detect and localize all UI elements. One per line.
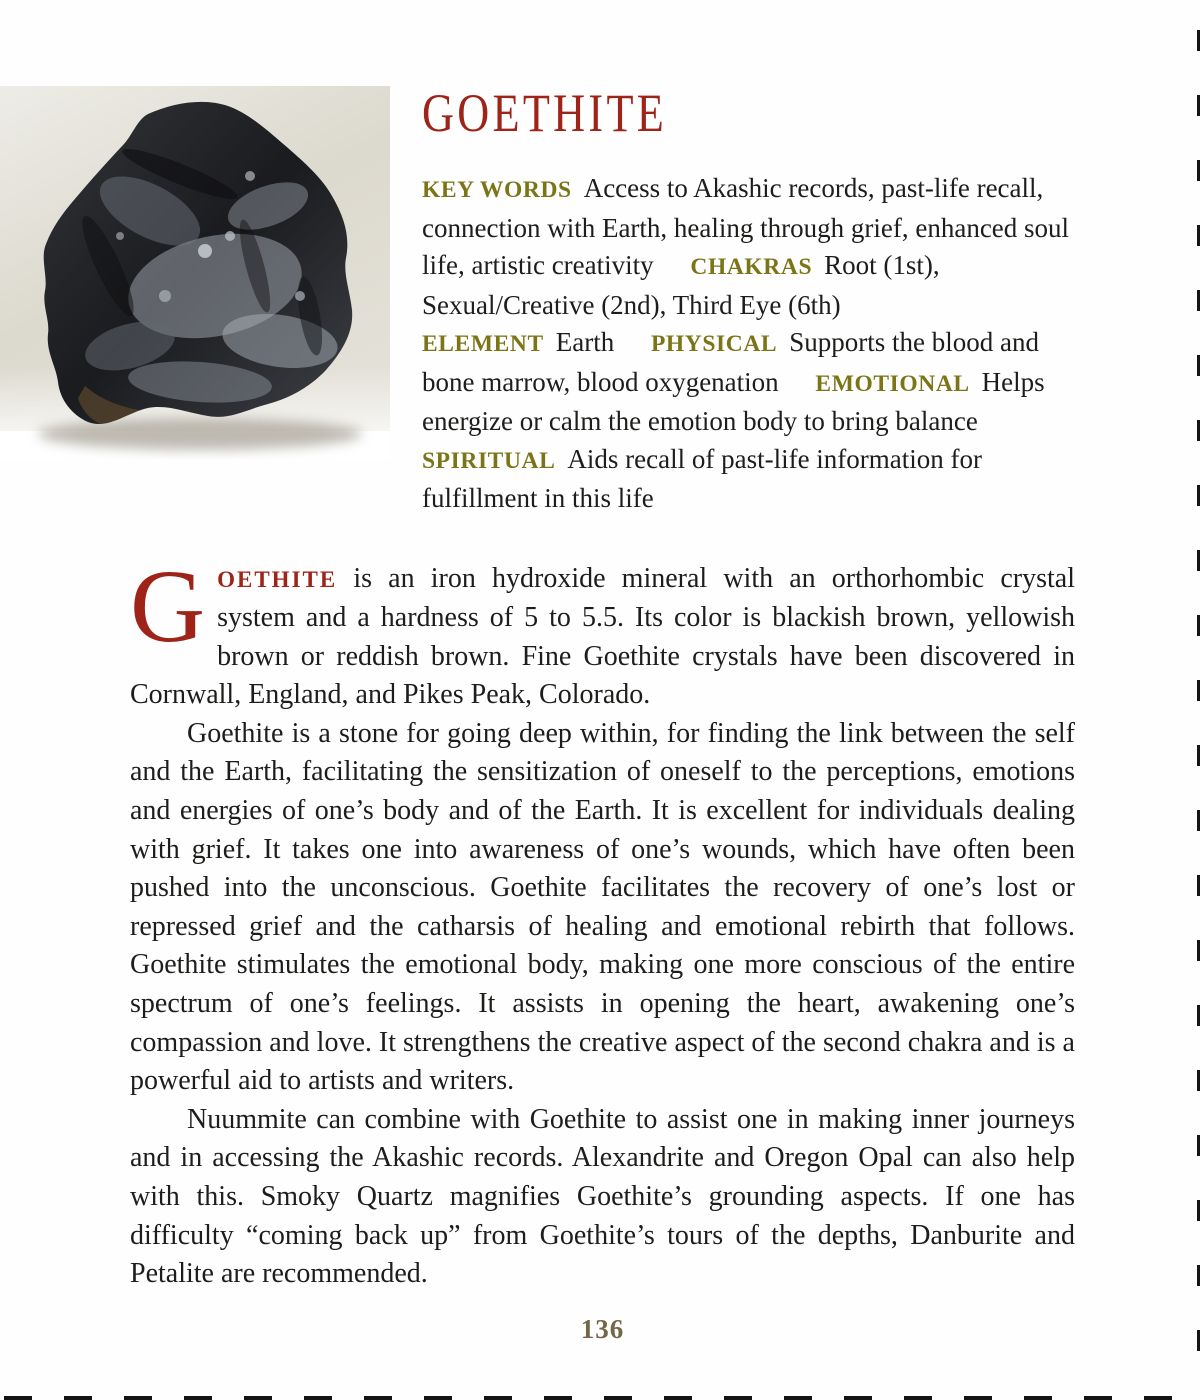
- keyword-label-element: ELEMENT: [422, 331, 544, 357]
- article-section: [130, 548, 1075, 1294]
- page-edge-marks-bottom: [4, 1396, 1196, 1400]
- page-footer: [130, 1314, 1075, 1345]
- keyword-label-spiritual: SPIRITUAL: [422, 447, 556, 474]
- keyword-label-emotional: EMOTIONAL: [815, 370, 970, 397]
- keyword-label-chakras: CHAKRAS: [690, 254, 813, 280]
- page-number: 136: [580, 1313, 625, 1344]
- dropcap-letter: G: [130, 548, 206, 664]
- goethite-specimen-illustration: [0, 86, 390, 459]
- paragraph-1-text: is an iron hydroxide mineral with an orthorhombic crystal system and a hardness of 5 to 5.5. Its color is blackish brown, yellowish brown or reddish brown. Fine Goethite crystals have been discovered in Cornwall, England, and Pikes Peak, Colorado.: [130, 562, 1075, 711]
- keyword-text-key-words: Access to Akashic records, past-life recall, connection with Earth, healing through grief, enhanced soul life, artistic creativity: [422, 173, 1070, 280]
- paragraph-3: Nuummite can combine with Goethite to assist one in making inner journeys and in accessing the Akashic records. Alexandrite and Oregon Opal can also help with this. Smoky Quartz magnifies Goethite’s grounding aspects. If one has difficulty “coming back up” from Goethite’s tours of the depths, Danburite and Petalite are recommended.: [130, 1103, 1075, 1290]
- keyword-label-key-words: KEY WORDS: [422, 177, 572, 203]
- keyword-label-physical: PHYSICAL: [650, 331, 778, 357]
- page-title-text: GOETHITE: [422, 83, 668, 143]
- keyword-text-emotional: Helps energize or calm the emotion body to bring balance: [422, 366, 1045, 436]
- keyword-text-element: Earth: [555, 327, 615, 357]
- goethite-specimen-photo: [0, 86, 390, 459]
- paragraph-1: [130, 548, 1075, 715]
- keyword-text-spiritual: Aids recall of past-life information for fulfillment in this life: [422, 443, 983, 513]
- keyword-text-physical: Supports the blood and bone marrow, blood oxygenation: [422, 327, 1039, 397]
- paragraph-2: Goethite is a stone for going deep within, for finding the link between the self and the Earth, facilitating the sensitization of oneself to the perceptions, emotions and energies of one’s body and of the Earth. It is excellent for individuals dealing with grief. It takes one into awareness of one’s wounds, which have often been pushed into the unconscious. Goethite facilitates the recovery of one’s lost or repressed grief and the catharsis of healing and emotional rebirth that follows. Goethite stimulates the emotional body, making one more conscious of the entire spectrum of one’s feelings. It assists in opening the heart, awakening one’s compassion and love. It strengthens the creative aspect of the second chakra and is a powerful aid to artists and writers.: [130, 717, 1075, 1097]
- keyword-text-chakras: Root (1st), Sexual/Creative (2nd), Third Eye (6th): [422, 250, 940, 320]
- intro-section: [130, 83, 1075, 518]
- lead-smallcaps: OETHITE: [217, 566, 338, 592]
